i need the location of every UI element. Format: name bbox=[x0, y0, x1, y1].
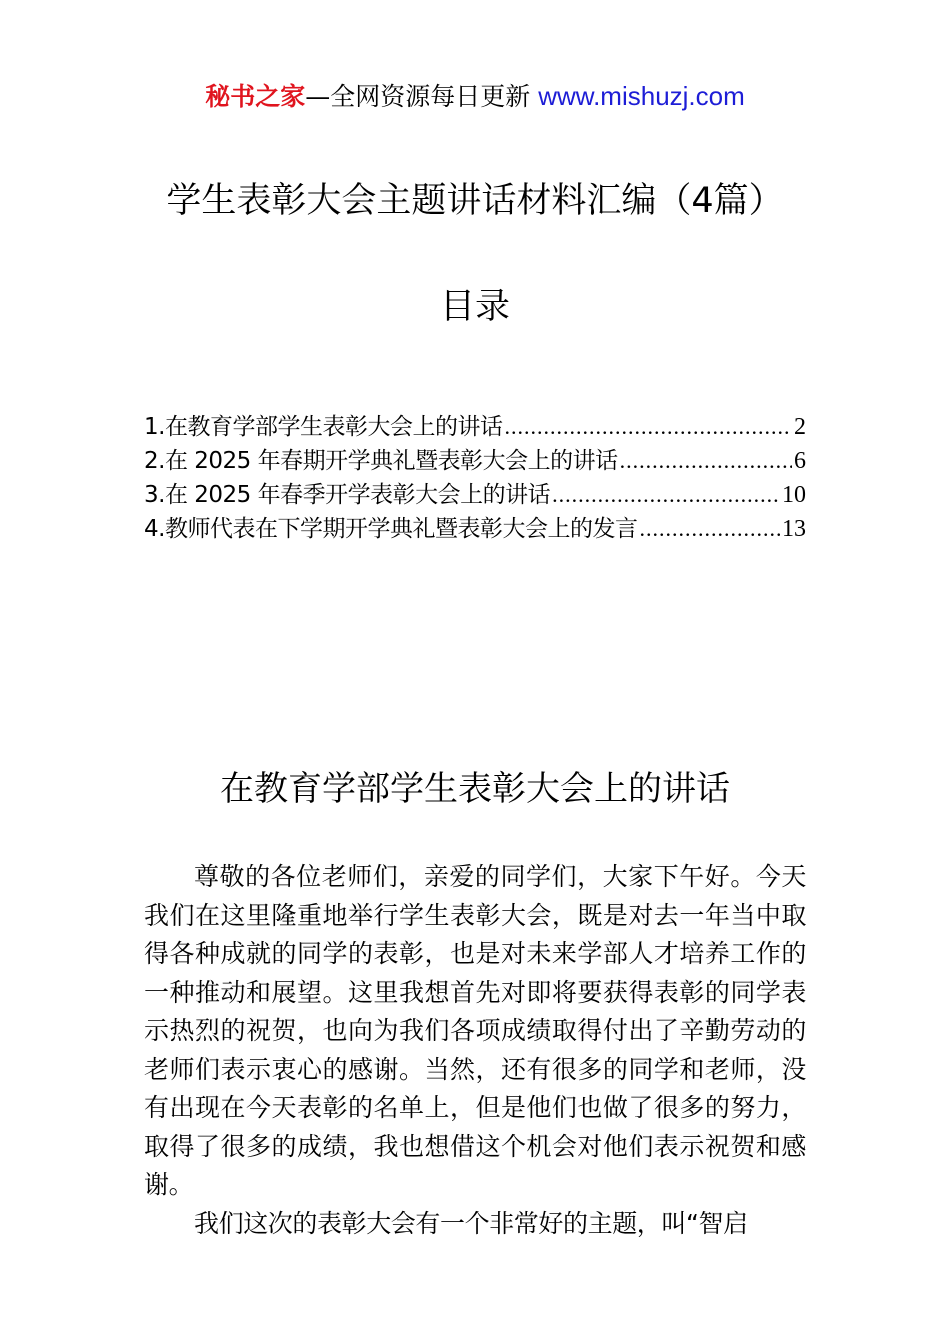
body-paragraph: 我们这次的表彰大会有一个非常好的主题，叫“智启 bbox=[194, 1208, 748, 1238]
toc-heading: 目录 bbox=[439, 287, 510, 327]
brand-name: 秘书之家 bbox=[205, 82, 306, 111]
site-banner bbox=[0, 80, 950, 113]
toc-entry[interactable] bbox=[144, 478, 806, 512]
toc-entry-title: 2.在 2025 年春期开学典礼暨表彰大会上的讲话 bbox=[144, 448, 618, 474]
toc-page-number: 13 bbox=[782, 516, 806, 542]
banner-tagline: —全网资源每日更新 bbox=[305, 82, 539, 111]
toc-entry[interactable] bbox=[144, 444, 806, 478]
toc-page-number: 10 bbox=[782, 482, 806, 508]
toc-entry[interactable] bbox=[144, 410, 806, 444]
body-paragraph: 尊敬的各位老师们，亲爱的同学们，大家下午好。今天我们在这里隆重地举行学生表彰大会，既是对去一年当中取得各种成就的同学的表彰，也是对未来学部人才培养工作的一种推动和展望。这里我想首先对即将要获得表彰的同学表示热烈的祝贺，也向为我们各项成绩取得付出了辛勤劳动的老师们表示衷心的感谢。当然，还有很多的同学和老师，没有出现在今天表彰的名单上，但是他们也做了很多的努力，取得了很多的成绩，我也想借这个机会对他们表示祝贺和感谢。 bbox=[144, 862, 806, 1199]
toc-entry-title: 3.在 2025 年春季开学表彰大会上的讲话 bbox=[144, 482, 551, 508]
toc-leader-dots bbox=[620, 444, 792, 478]
section-title: 在教育学部学生表彰大会上的讲话 bbox=[220, 769, 730, 809]
toc-entry-title: 1.在教育学部学生表彰大会上的讲话 bbox=[144, 414, 503, 440]
toc-page-number: 2 bbox=[794, 414, 806, 440]
toc-entry-title: 4.教师代表在下学期开学典礼暨表彰大会上的发言 bbox=[144, 516, 638, 542]
toc-entry[interactable] bbox=[144, 512, 806, 546]
toc-leader-dots bbox=[504, 410, 792, 444]
table-of-contents bbox=[144, 410, 806, 546]
toc-leader-dots bbox=[639, 512, 780, 546]
toc-page-number: 6 bbox=[794, 448, 806, 474]
body-text bbox=[144, 858, 806, 1243]
toc-leader-dots bbox=[552, 478, 780, 512]
site-url-link[interactable]: www.mishuzj.com bbox=[538, 81, 745, 111]
document-title: 学生表彰大会主题讲话材料汇编（4篇） bbox=[166, 181, 784, 221]
